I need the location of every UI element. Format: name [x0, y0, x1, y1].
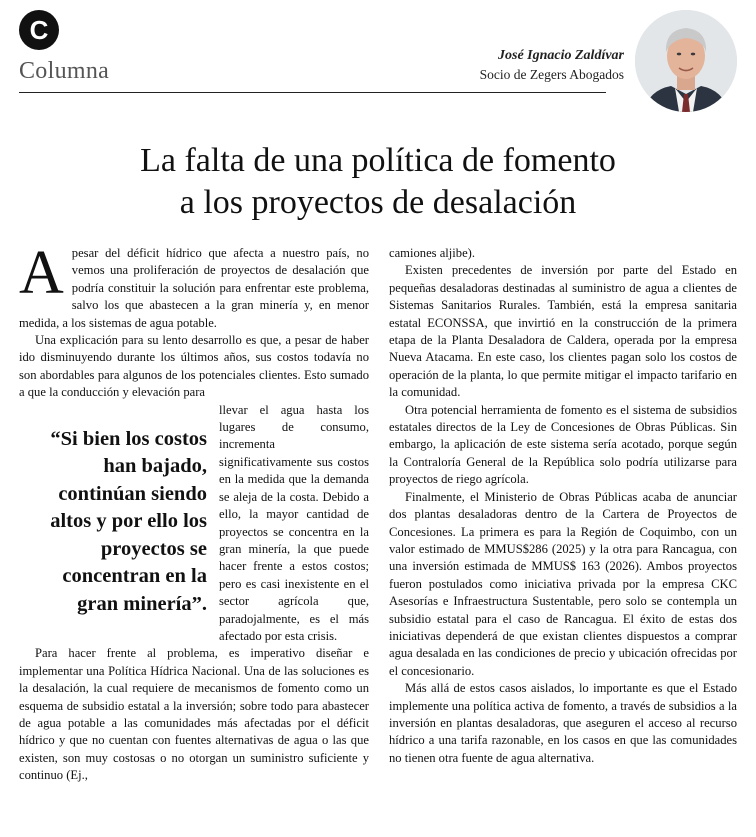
column-badge: C	[19, 10, 59, 50]
drop-cap: A	[19, 239, 64, 307]
headline-line-1: La falta de una política de fomento	[140, 142, 616, 179]
paragraph-6: Finalmente, el Ministerio de Obras Públicas acaba de anunciar dos plantas desaladoras dentro de la Cartera de Proyectos de Concesiones. La primera es para la Región de Coquimbo, con un valor estimado de MMUS$286 (2025) y la otra para Rancagua, con una inversión estimada de MMUS$ 163 (2026). Ambos proyectos fueron postulados como iniciativa privada por la empresa CKC Asesorías e Infraestructura Sustentable, pero solo se contempla un subsidio estatal para el caso de Rancagua. El éxito de estas dos iniciativas dependerá de que existan clientes dispuestos a comprar agua desalada en las condiciones de precio y ubicación ofrecidas por el concesionario.	[389, 489, 737, 678]
author-name: José Ignacio Zaldívar	[498, 48, 624, 63]
article-headline	[60, 140, 696, 224]
quote-wrap	[19, 402, 369, 646]
paragraph-intro-text: pesar del déficit hídrico que afecta a nuestro país, no vemos una proliferación de proyectos de desalación que podría constituir la solución para enfrentar este problema, salvo los que abastecen a la gran minería y, en menor medida, a los sistemas de agua potable.	[19, 246, 369, 330]
paragraph-continued: camiones aljibe).	[389, 246, 476, 260]
header-divider	[19, 92, 606, 93]
article-column-right	[389, 245, 737, 767]
paragraph-2b: llevar el agua hasta los lugares de consumo, incrementa significativamente sus costos en la medida que la demanda se aleja de la costa. Debido a ello, la mayor cantidad de proyectos se concentra en la gran minería, la que puede hacer frente a estos costos; pero es casi inexistente en el sector agrícola que, paradojalmente, es el más afectado por esta crisis.	[219, 402, 369, 643]
author-block	[480, 48, 624, 83]
section-label: Columna	[19, 58, 110, 84]
paragraph-5: Otra potencial herramienta de fomento es el sistema de subsidios estatales directos de la Ley de Concesiones de Obras Públicas. Sin embargo, la aplicación de este sistema sería acotado, porque según la Contraloría General de la República solo podría utilizarse para proyectos de riego agrícola.	[389, 402, 737, 487]
paragraph-2a: Una explicación para su lento desarrollo es que, a pesar de haber ido disminuyendo durante los últimos años, sus costos todavía no son abordables para algunos de los potenciales clientes. Esto sumado a que la conducción y elevación para	[19, 333, 369, 400]
article-column-left	[19, 239, 369, 785]
author-role: Socio de Zegers Abogados	[479, 67, 624, 82]
pull-quote: “Si bien los costos han bajado, continúan siendo altos y por ello los proyectos se concentran en la gran minería”.	[50, 427, 207, 615]
paragraph-4: Existen precedentes de inversión por parte del Estado en pequeñas desaladoras destinadas al suministro de agua a clientes de Sistemas Sanitarios Rurales. También, está la empresa sanitaria estatal ECONSSA, que invirtió en la construcción de la primera etapa de la Planta Desaladora de Caldera, operada por la empresa Nueva Atacama. En este caso, los clientes pagan solo los costos de operación de la planta, lo que permite mitigar el impacto tarifario en la comunidad.	[389, 263, 737, 400]
author-photo	[635, 10, 737, 112]
paragraph-7: Más allá de estos casos aislados, lo importante es que el Estado implemente una política activa de fomento, a través de subsidios a la inversión en plantas desaladoras, que aseguren el acceso al recurso hídrico a una tarifa razonable, en los casos en que las comunidades no tienen otra fuente de agua alternativa.	[389, 681, 737, 765]
headline-line-2: a los proyectos de desalación	[179, 184, 577, 221]
paragraph-intro	[19, 239, 369, 332]
paragraph-3: Para hacer frente al problema, es imperativo diseñar e implementar una Política Hídrica Nacional. Una de las soluciones es la desalación, la cual requiere de mecanismos de fomento como un esquema de subsidio estatal a la inversión; sobre todo para abastecer de agua potable a las comunidades más afectadas por el déficit hídrico y que no cuentan con fuentes alternativas de agua o las que existen, son muy costosas o no otorgan un suministro suficiente y continuo (Ej.,	[19, 646, 369, 783]
